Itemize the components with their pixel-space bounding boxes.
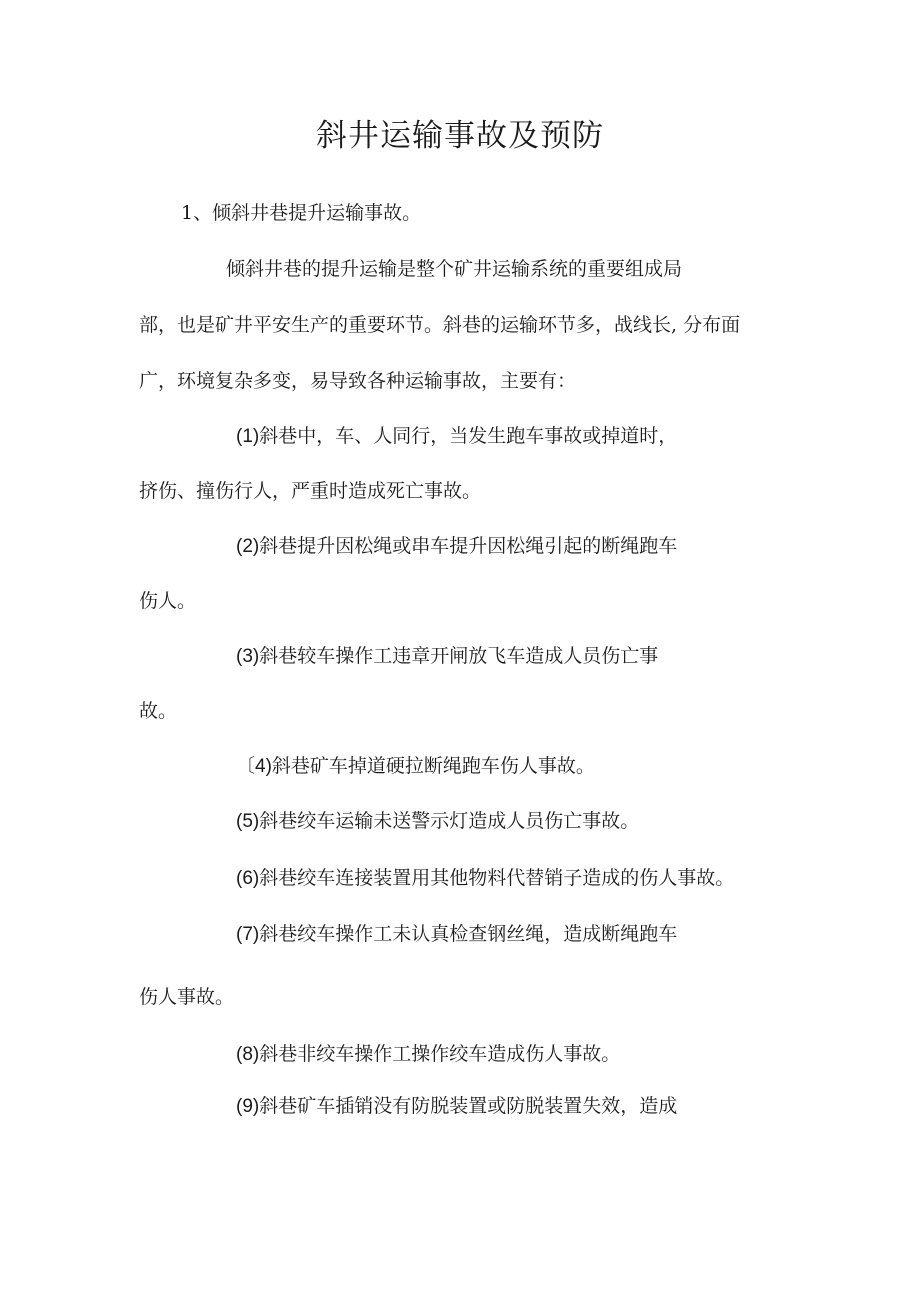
list-item-2: [236, 534, 677, 559]
intro-line-3: 广，环境复杂多变，易导致各种运输事故，主要有：: [139, 370, 577, 392]
item-number: (2): [236, 536, 260, 557]
item-number: (8): [236, 1044, 260, 1065]
page-title: 斜井运输事故及预防: [316, 118, 604, 154]
item-number: (9): [236, 1096, 260, 1117]
intro-line-2: 部，也是矿井平安生产的重要环节。斜巷的运输环节多，战线长, 分布面: [139, 314, 741, 336]
item-number: (7): [236, 924, 260, 945]
list-item-7: [236, 922, 677, 947]
list-item-5: [236, 809, 639, 834]
list-item-3-continuation: 故。: [139, 700, 178, 722]
item-text: 斜巷矿车掉道硬拉断绳跑车伤人事故。: [271, 755, 595, 777]
item-number: (1): [236, 426, 260, 447]
list-item-6: [236, 866, 734, 891]
item-text: 斜巷中，车、人同行，当发生跑车事故或掉道时，: [259, 425, 678, 447]
section-heading: 1、倾斜井巷提升运输事故。: [181, 202, 422, 224]
list-item-3: [236, 644, 658, 669]
item-number: 〔4): [236, 756, 272, 777]
list-item-1-continuation: 挤伤、撞伤行人，严重时造成死亡事故。: [139, 480, 482, 502]
item-text: 斜巷绞车操作工未认真检查钢丝绳，造成断绳跑车: [259, 923, 678, 945]
item-text: 斜巷矿车插销没有防脱装置或防脱装置失效，造成: [259, 1095, 678, 1117]
list-item-7-continuation: 伤人事故。: [139, 986, 235, 1008]
item-number: (6): [236, 868, 260, 889]
item-text: 斜巷提升因松绳或串车提升因松绳引起的断绳跑车: [259, 535, 678, 557]
list-item-1: [236, 424, 677, 449]
list-item-2-continuation: 伤人。: [139, 590, 197, 612]
intro-line-1: 倾斜井巷的提升运输是整个矿井运输系统的重要组成局: [226, 258, 683, 280]
list-item-9: [236, 1094, 677, 1119]
item-text: 斜巷绞车连接装置用其他物料代替销子造成的伤人事故。: [259, 867, 735, 889]
item-text: 斜巷较车操作工违章开闸放飞车造成人员伤亡事: [259, 645, 659, 667]
list-item-8: [236, 1042, 620, 1067]
item-text: 斜巷绞车运输未送警示灯造成人员伤亡事故。: [259, 810, 640, 832]
item-number: (5): [236, 811, 260, 832]
item-number: (3): [236, 646, 260, 667]
item-text: 斜巷非绞车操作工操作绞车造成伤人事故。: [259, 1043, 621, 1065]
list-item-4: [236, 754, 595, 779]
